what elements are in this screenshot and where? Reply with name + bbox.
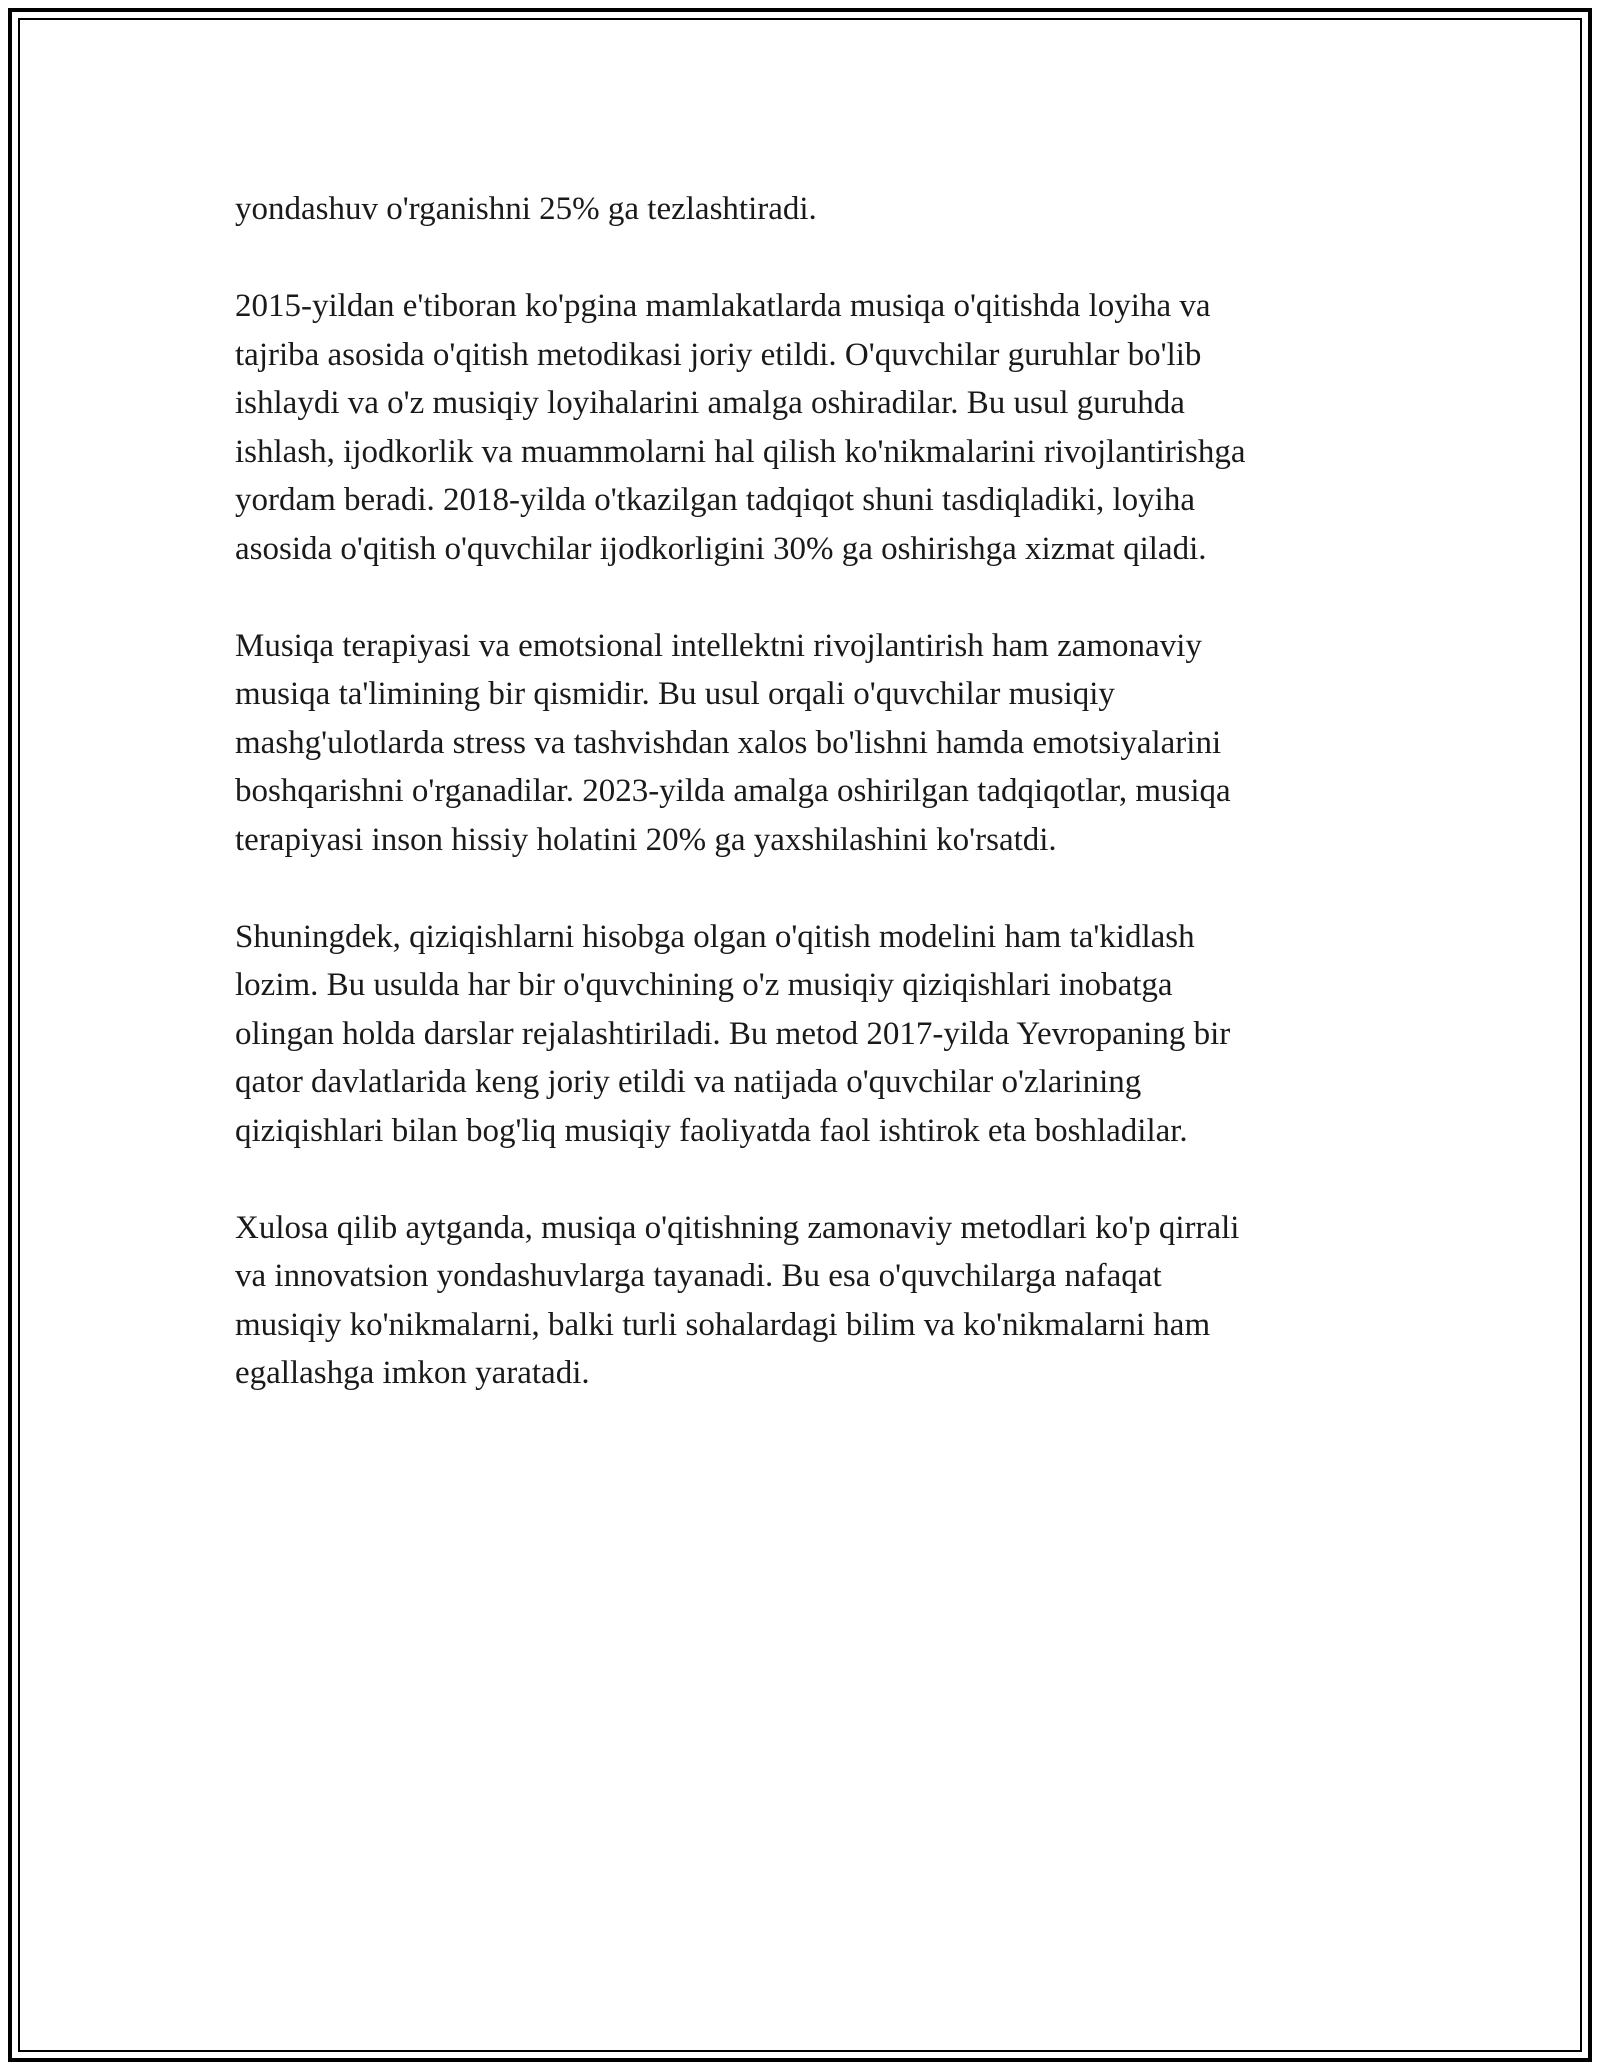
paragraph-3: Musiqa terapiyasi va emotsional intellektni rivojlantirish ham zamonaviy musiqa ta'limining bir qismidir. Bu usul orqali o'quvchilar musiqiy mashg'ulotlarda stress va tashvishdan xalos bo'lishni hamda emotsiyalarini boshqarishni o'rganadilar. 2023-yilda amalga oshirilgan tadqiqotlar, musiqa terapiyasi inson hissiy holatini 20% ga yaxshilashini ko'rsatdi. xyxy=(235,627,1231,858)
paragraph-2: 2015-yildan e'tiboran ko'pgina mamlakatlarda musiqa o'qitishda loyiha va tajriba asosida o'qitish metodikasi joriy etildi. O'quvchilar guruhlar bo'lib ishlaydi va o'z musiqiy loyihalarini amalga oshiradilar. Bu usul guruhda ishlash, ijodkorlik va muammolarni hal qilish ko'nikmalarini rivojlantirishga yordam beradi. 2018-yilda o'tkazilgan tadqiqot shuni tasdiqladiki, loyiha asosida o'qitish o'quvchilar ijodkorligini 30% ga oshirishga xizmat qiladi. xyxy=(235,288,1246,567)
paragraph-4: Shuningdek, qiziqishlarni hisobga olgan o'qitish modelini ham ta'kidlash lozim. Bu usulda har bir o'quvchining o'z musiqiy qiziqishlari inobatga olingan holda darslar rejalashtiriladi. Bu metod 2017-yilda Yevropaning bir qator davlatlarida keng joriy etildi va natijada o'quvchilar o'zlarining qiziqishlari bilan bog'liq musiqiy faoliyatda faol ishtirok eta boshladilar. xyxy=(235,918,1231,1149)
paragraph-1: yondashuv o'rganishni 25% ga tezlashtiradi. xyxy=(235,191,817,227)
document-body xyxy=(235,185,1365,1446)
paragraph-5: Xulosa qilib aytganda, musiqa o'qitishning zamonaviy metodlari ko'p qirrali va innovatsion yondashuvlarga tayanadi. Bu esa o'quvchilarga nafaqat musiqiy ko'nikmalarni, balki turli sohalardagi bilim va ko'nikmalarni ham egallashga imkon yaratadi. xyxy=(235,1209,1240,1391)
